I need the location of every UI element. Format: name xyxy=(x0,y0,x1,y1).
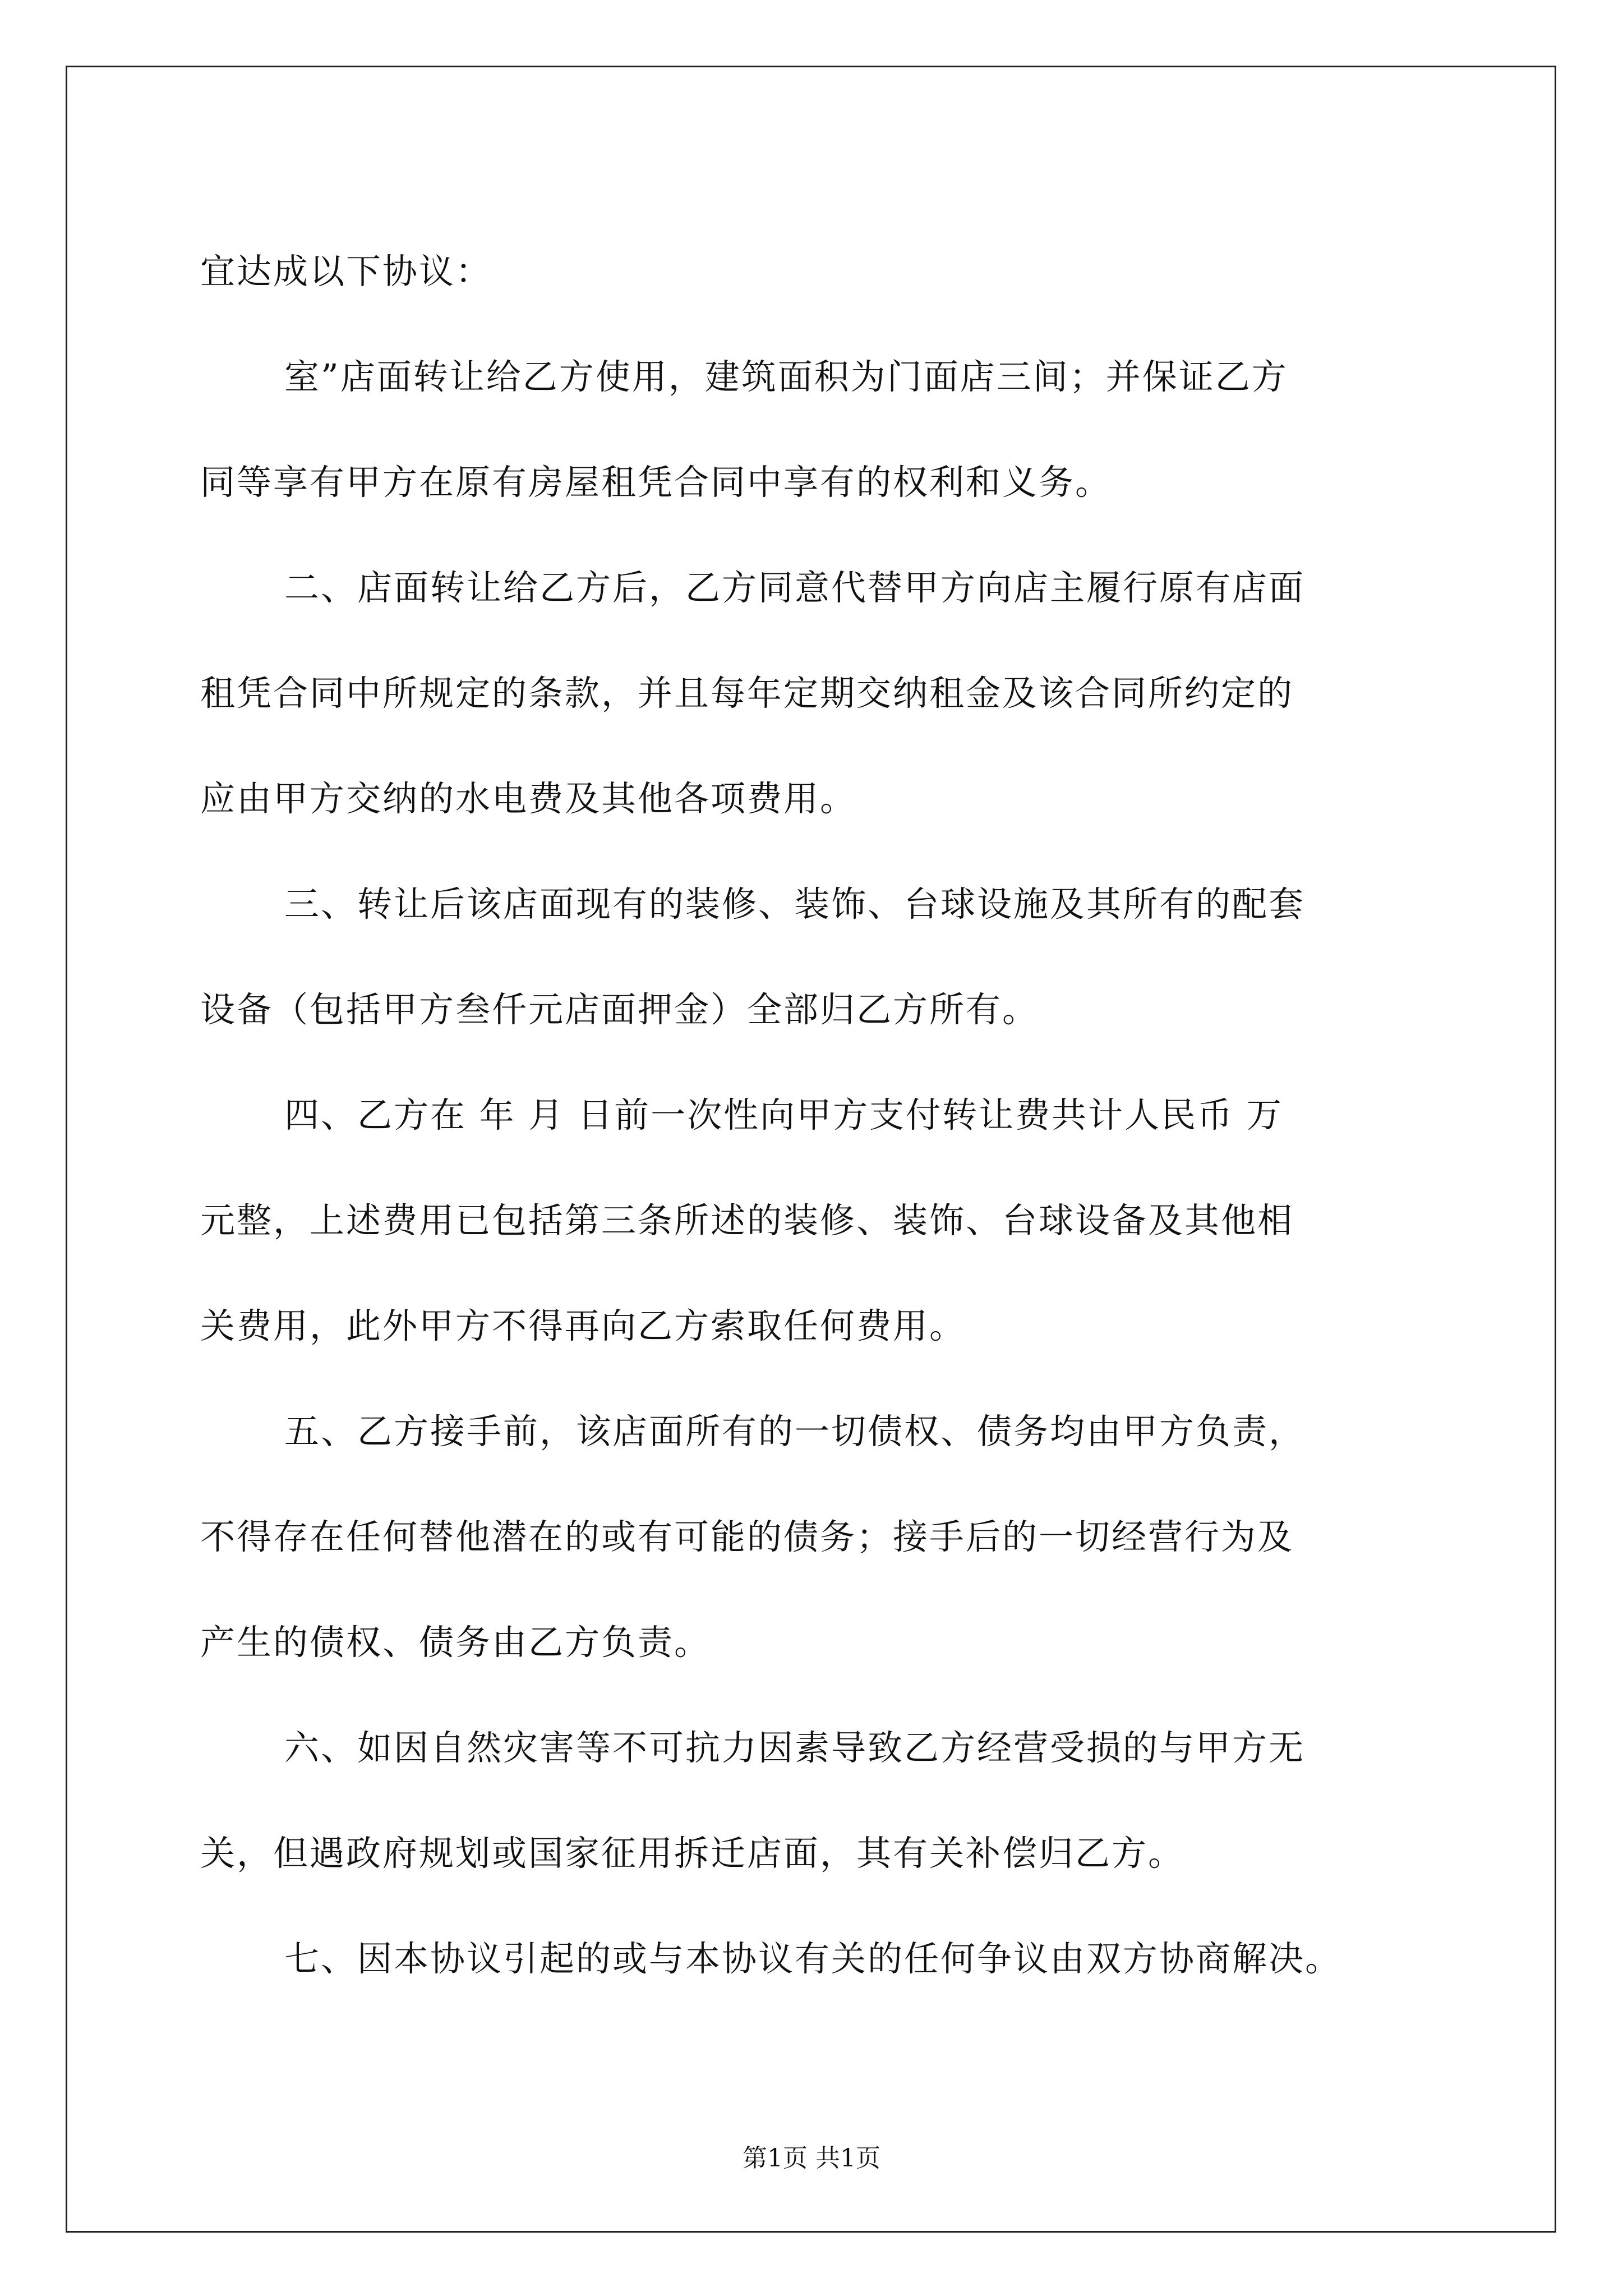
paragraph-clause-6 xyxy=(200,1695,1423,1906)
text-line: 四、乙方在 年 月 日前一次性向甲方支付转让费共计人民币 万 xyxy=(284,1094,1283,1135)
text-line: 不得存在任何替他潜在的或有可能的债务；接手后的一切经营行为及 xyxy=(200,1516,1294,1557)
text-line: 六、如因自然灾害等不可抗力因素导致乙方经营受损的与甲方无 xyxy=(284,1727,1306,1768)
text-line: 二、店面转让给乙方后，乙方同意代替甲方向店主履行原有店面 xyxy=(284,567,1306,608)
text-line: 元整，上述费用已包括第三条所述的装修、装饰、台球设备及其他相 xyxy=(200,1200,1294,1241)
text-line: 三、转让后该店面现有的装修、装饰、台球设施及其所有的配套 xyxy=(284,884,1306,924)
paragraph-clause-7 xyxy=(200,1906,1423,2012)
text-line: 室”店面转让给乙方使用，建筑面积为门面店三间；并保证乙方 xyxy=(284,356,1288,397)
text-line: 产生的债权、债务由乙方负责。 xyxy=(200,1622,711,1663)
paragraph-intro xyxy=(200,219,1423,324)
text-line: 关费用，此外甲方不得再向乙方索取任何费用。 xyxy=(200,1305,966,1346)
document-body xyxy=(200,219,1423,2012)
text-line: 应由甲方交纳的水电费及其他各项费用。 xyxy=(200,778,857,819)
paragraph-clause-5 xyxy=(200,1379,1423,1695)
text-line: 设备（包括甲方叁仟元店面押金）全部归乙方所有。 xyxy=(200,989,1039,1030)
paragraph-clause-1 xyxy=(200,324,1423,535)
page-number-footer: 第1页 共1页 xyxy=(743,2144,880,2173)
text-line: 五、乙方接手前，该店面所有的一切债权、债务均由甲方负责， xyxy=(284,1411,1306,1452)
paragraph-clause-2 xyxy=(200,535,1423,852)
paragraph-clause-4 xyxy=(200,1062,1423,1379)
text-line: 同等享有甲方在原有房屋租凭合同中享有的权利和义务。 xyxy=(200,462,1112,503)
paragraph-clause-3 xyxy=(200,852,1423,1062)
text-line: 七、因本协议引起的或与本协议有关的任何争议由双方协商解决。 xyxy=(284,1938,1342,1979)
text-line: 关，但遇政府规划或国家征用拆迁店面，其有关补偿归乙方。 xyxy=(200,1833,1185,1874)
text-line: 宜达成以下协议： xyxy=(200,251,492,292)
text-line: 租凭合同中所规定的条款，并且每年定期交纳租金及该合同所约定的 xyxy=(200,673,1294,714)
